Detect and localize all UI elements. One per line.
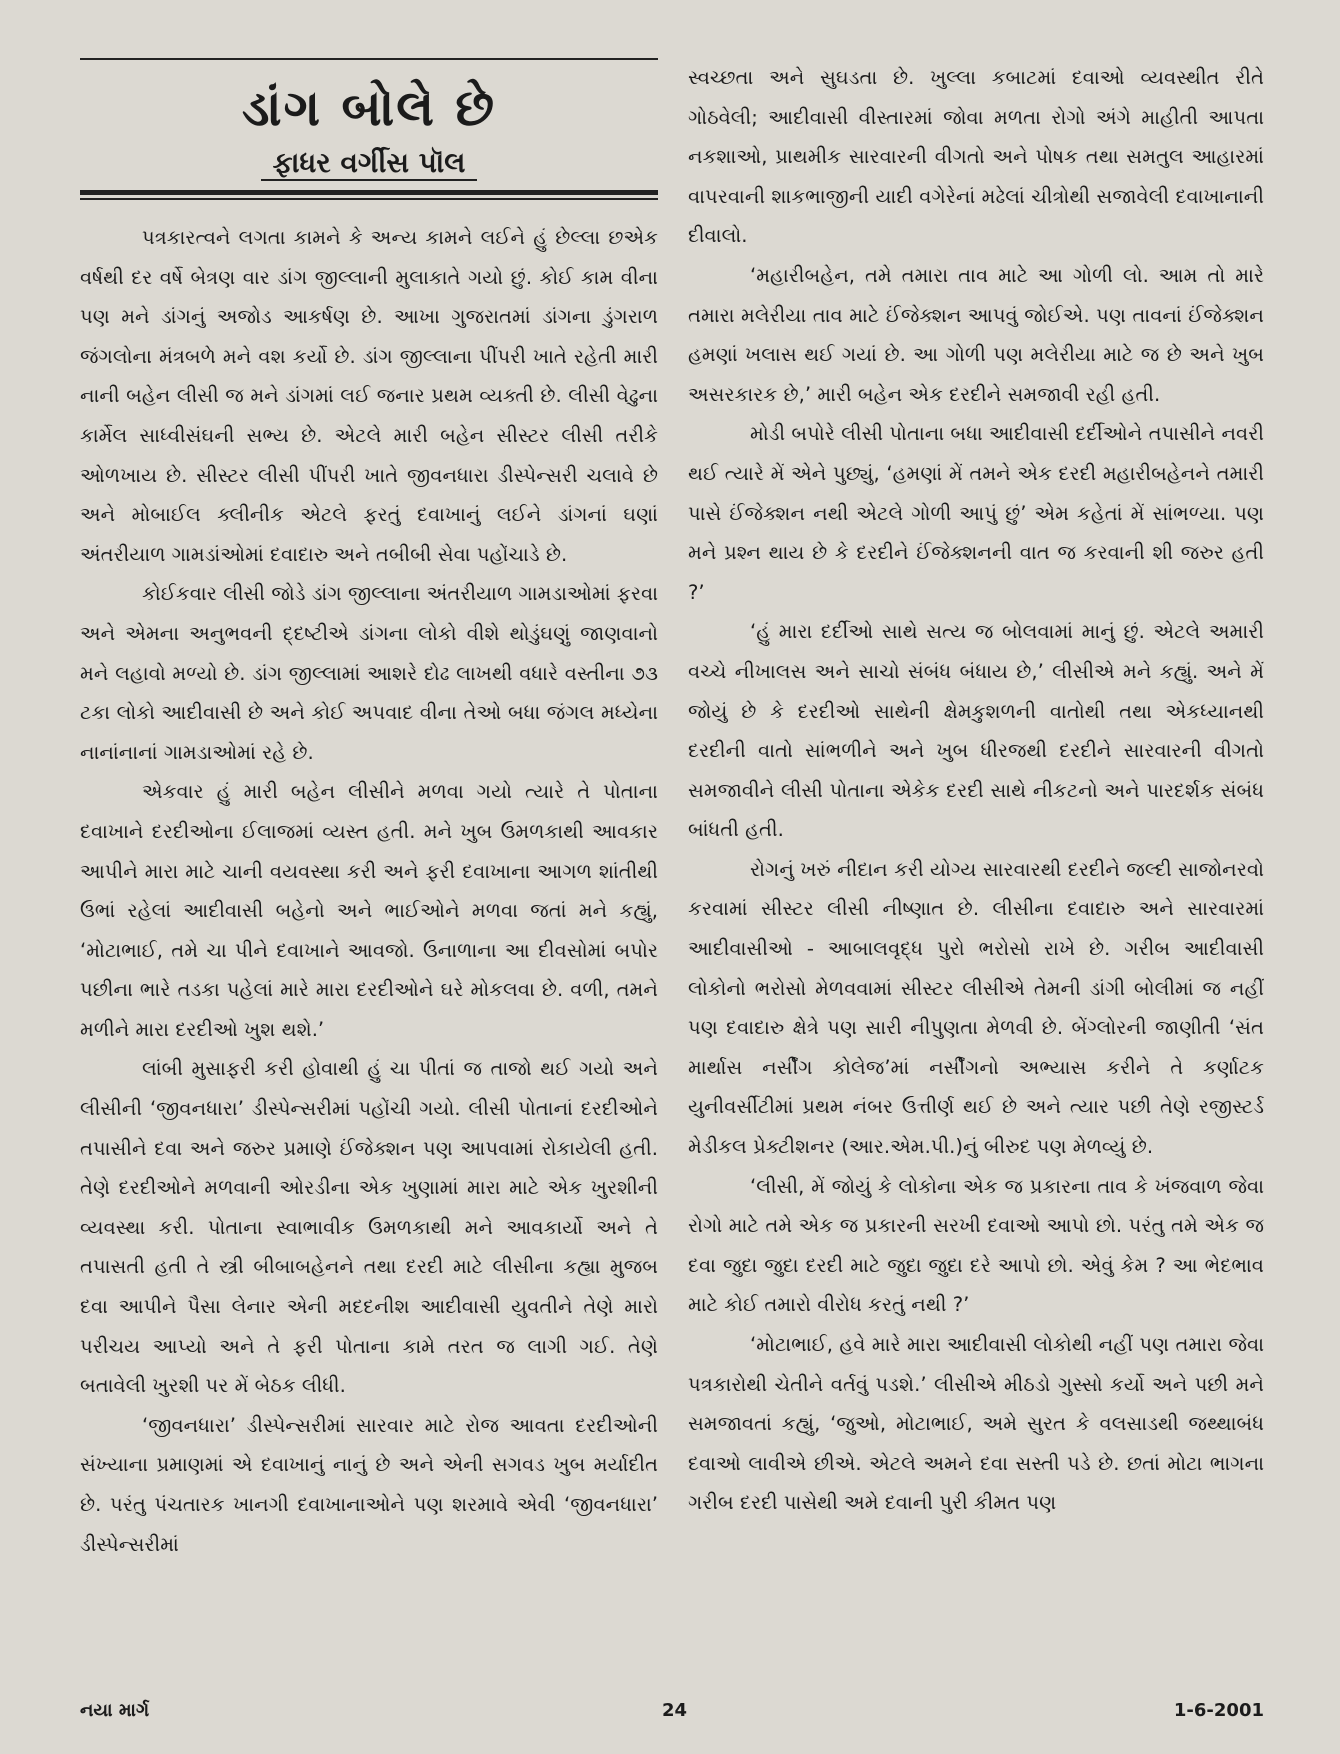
header-rule-thick	[80, 190, 658, 195]
top-rule	[80, 58, 658, 60]
article-author	[80, 144, 658, 182]
paragraph: સ્વચ્છતા અને સુઘડતા છે. ખુલ્લા કબાટમાં દવાઓ વ્યવસ્થીત રીતે ગોઠવેલી; આદીવાસી વીસ્તારમાં જોવા મળતા રોગો અંગે માહીતી આપતા નકશાઓ, પ્રાથમીક સારવારની વીગતો અને પોષક તથા સમતુલ આહારમાં વાપરવાની શાકભાજીની યાદી વગેરેનાં મઢેલાં ચીત્રોથી સજાવેલી દવાખાનાની દીવાલો.	[688, 66, 1264, 248]
left-column	[80, 58, 658, 1564]
paragraph: કોઈકવાર લીસી જોડે ડાંગ જીલ્લાના અંતરીયાળ ગામડાઓમાં ફરવા અને એમના અનુભવની દ્દષ્ટીએ ડાંગના લોકો વીશે થોડુંઘણું જાણવાનો મને લહાવો મળ્યો છે. ડાંગ જીલ્લામાં આશરે દોઢ લાખથી વધારે વસ્તીના ૭૩ ટકા લોકો આદીવાસી છે અને કોઈ અપવાદ વીના તેઓ બધા જંગલ મધ્યેના નાનાંનાનાં ગામડાઓમાં રહે છે.	[80, 582, 658, 764]
header-rule-thin	[80, 198, 658, 200]
paragraph: ‘મહારીબહેન, તમે તમારા તાવ માટે આ ગોળી લો. આમ તો મારે તમારા મલેરીયા તાવ માટે ઈંજેક્શન આપવું જોઈએ. પણ તાવનાં ઈંજેક્શન હમણાં ખલાસ થઈ ગયાં છે. આ ગોળી પણ મલેરીયા માટે જ છે અને ખુબ અસરકારક છે,’ મારી બહેન એક દરદીને સમજાવી રહી હતી.	[688, 263, 1264, 406]
header-rules	[80, 190, 658, 200]
issue-date: 1-6-2001	[1173, 1700, 1264, 1721]
paragraph: ‘મોટાભાઈ, હવે મારે મારા આદીવાસી લોકોથી નહીં પણ તમારા જેવા પત્રકારોથી ચેતીને વર્તવું પડશે.’ લીસીએ મીઠડો ગુસ્સો કર્યો અને પછી મને સમજાવતાં કહ્યું, ‘જુઓ, મોટાભાઈ, અમે સુરત કે વલસાડથી જથ્થાબંધ દવાઓ લાવીએ છીએ. એટલે અમને દવા સસ્તી પડે છે. છતાં મોટા ભાગના ગરીબ દરદી પાસેથી અમે દવાની પુરી કીમત પણ	[688, 1333, 1264, 1515]
page-footer	[80, 1700, 1264, 1730]
paragraph: લાંબી મુસાફરી કરી હોવાથી હું ચા પીતાં જ તાજો થઈ ગયો અને લીસીની ‘જીવનધારા’ ડીસ્પેન્સરીમાં પહોંચી ગયો. લીસી પોતાનાં દરદીઓને તપાસીને દવા અને જરુર પ્રમાણે ઈંજેક્શન પણ આપવામાં રોકાયેલી હતી. તેણે દરદીઓને મળવાની ઓરડીના એક ખુણામાં મારા માટે એક ખુરશીની વ્યવસ્થા કરી. પોતાના સ્વાભાવીક ઉમળકાથી મને આવકાર્યો અને તે તપાસતી હતી તે સ્ત્રી બીબાબહેનને તથા દરદી માટે લીસીના કહ્યા મુજબ દવા આપીને પૈસા લેનાર એની મદદનીશ આદીવાસી યુવતીને તેણે મારો પરીચય આપ્યો અને તે ફરી પોતાના કામે તરત જ લાગી ગઈ. તેણે બતાવેલી ખુરશી પર મેં બેઠક લીધી.	[80, 1057, 658, 1398]
paragraph: મોડી બપોરે લીસી પોતાના બધા આદીવાસી દર્દીઓને તપાસીને નવરી થઈ ત્યારે મેં એને પુછ્યું, ‘હમણાં મેં તમને એક દરદી મહારીબહેનને તમારી પાસે ઈંજેક્શન નથી એટલે ગોળી આપું છું’ એમ કહેતાં મેં સાંભળ્યા. પણ મને પ્રશ્ન થાય છે કે દરદીને ઈંજેક્શનની વાત જ કરવાની શી જરુર હતી ?’	[688, 422, 1265, 604]
paragraph: એકવાર હું મારી બહેન લીસીને મળવા ગયો ત્યારે તે પોતાના દવાખાને દરદીઓના ઈલાજમાં વ્યસ્ત હતી. મને ખુબ ઉમળકાથી આવકાર આપીને મારા માટે ચાની વયવસ્થા કરી અને ફરી દવાખાના આગળ શાંતીથી ઉભાં રહેલાં આદીવાસી બહેનો અને ભાઈઓને મળવા જતાં મને કહ્યું, ‘મોટાભાઈ, તમે ચા પીને દવાખાને આવજો. ઉનાળાના આ દીવસોમાં બપોર પછીના ભારે તડકા પહેલાં મારે મારા દરદીઓને ઘરે મોકલવા છે. વળી, તમને મળીને મારા દરદીઓ ખુશ થશે.’	[80, 780, 658, 1041]
article-title: ડાંગ બોલે છે	[241, 79, 497, 137]
publication-name: નયા માર્ગ	[80, 1700, 150, 1721]
author-name: ફાધર વર્ગીસ પૉલ	[261, 146, 478, 181]
paragraph: ‘જીવનધારા’ ડીસ્પેન્સરીમાં સારવાર માટે રોજ આવતા દરદીઓની સંખ્યાના પ્રમાણમાં એ દવાખાનું નાનું છે અને એની સગવડ ખુબ મર્યાદીત છે. પરંતુ પંચતારક ખાનગી દવાખાનાઓને પણ શરમાવે એવી ‘જીવનધારા’ ડીસ્પેન્સરીમાં	[80, 1413, 658, 1556]
page-number: 24	[662, 1700, 688, 1721]
right-column	[688, 58, 1264, 1523]
paragraph: પત્રકારત્વને લગતા કામને કે અન્ય કામને લઈને હું છેલ્લા છએક વર્ષથી દર વર્ષે બેત્રણ વાર ડાંગ જીલ્લાની મુલાકાતે ગયો છું. કોઈ કામ વીના પણ મને ડાંગનું અજોડ આકર્ષણ છે. આખા ગુજરાતમાં ડાંગના ડુંગરાળ જંગલોના મંત્રબળે મને વશ કર્યો છે. ડાંગ જીલ્લાના પીંપરી ખાતે રહેતી મારી નાની બહેન લીસી જ મને ડાંગમાં લઈ જનાર પ્રથમ વ્યક્તી છે. લીસી વેઢુના કાર્મેલ સાધ્વીસંઘની સભ્ય છે. એટલે મારી બહેન સીસ્ટર લીસી તરીકે ઓળખાય છે. સીસ્ટર લીસી પીંપરી ખાતે જીવનધારા ડીસ્પેન્સરી ચલાવે છે અને મોબાઈલ ક્લીનીક એટલે ફરતું દવાખાનું લઈને ડાંગનાં ઘણાં અંતરીયાળ ગામડાંઓમાં દવાદારુ અને તબીબી સેવા પહોંચાડે છે.	[80, 226, 658, 566]
paragraph: ‘હું મારા દર્દીઓ સાથે સત્ય જ બોલવામાં માનું છું. એટલે અમારી વચ્ચે નીખાલસ અને સાચો સંબંધ બંધાય છે,’ લીસીએ મને કહ્યું. અને મેં જોયું છે કે દરદીઓ સાથેની ક્ષેમકુશળની વાતોથી તથા એકધ્યાનથી દરદીની વાતો સાંભળીને અને ખુબ ધીરજથી દરદીને સારવારની વીગતો સમજાવીને લીસી પોતાના એકેક દરદી સાથે નીકટનો અને પારદર્શક સંબંધ બાંધતી હતી.	[688, 620, 1264, 842]
paragraph: ‘લીસી, મેં જોયું કે લોકોના એક જ પ્રકારના તાવ કે ખંજવાળ જેવા રોગો માટે તમે એક જ પ્રકારની સરખી દવાઓ આપો છો. પરંતુ તમે એક જ દવા જુદા જુદા દરદી માટે જુદા જુદા દરે આપો છો. એવું કેમ ? આ ભેદભાવ માટે કોઈ તમારો વીરોધ કરતું નથી ?’	[688, 1174, 1264, 1317]
paragraph: રોગનું ખરું નીદાન કરી યોગ્ય સારવારથી દરદીને જલ્દી સાજોનરવો કરવામાં સીસ્ટર લીસી નીષ્ણાત છે. લીસીના દવાદારુ અને સારવારમાં આદીવાસીઓ - આબાલવૃદ્ધ પુરો ભરોસો રાખે છે. ગરીબ આદીવાસી લોકોનો ભરોસો મેળવવામાં સીસ્ટર લીસીએ તેમની ડાંગી બોલીમાં જ નહીં પણ દવાદારુ ક્ષેત્રે પણ સારી નીપુણતા મેળવી છે. બેંગ્લોરની જાણીતી ‘સંત માર્થાસ નર્સીંગ કોલેજ’માં નર્સીંગનો અભ્યાસ કરીને તે કર્ણાટક યુનીવર્સીટીમાં પ્રથમ નંબર ઉત્તીર્ણ થઈ છે અને ત્યાર પછી તેણે રજીસ્ટર્ડ મેડીકલ પ્રેક્ટીશનર (આર.એમ.પી.)નું બીરુદ પણ મેળવ્યું છે.	[688, 857, 1264, 1159]
